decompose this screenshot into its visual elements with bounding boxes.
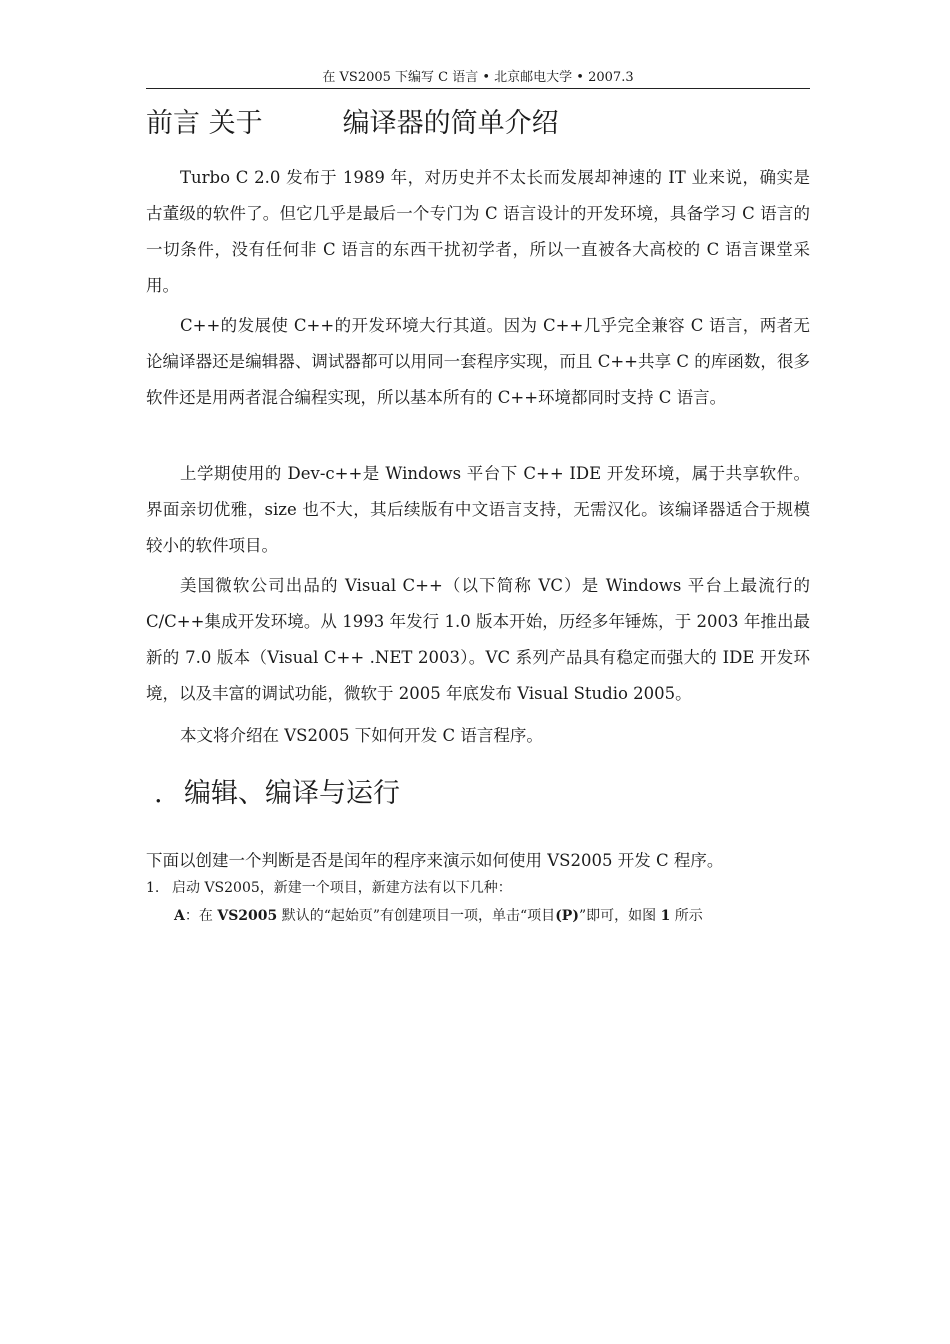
option-a-text-4: 所示	[670, 908, 703, 924]
header-rule	[146, 88, 810, 89]
preface-heading-right: 编译器的简单介绍	[342, 108, 559, 139]
preface-paragraph-5: 本文将介绍在 VS2005 下如何开发 C 语言程序。	[180, 726, 543, 745]
preface-paragraph-4: 美国微软公司出品的 Visual C++（以下简称 VC）是 Windows 平台上最流行的 C/C++集成开发环境。从 1993 年发行 1.0 版本开始，历经多年锤炼，于 2003 年推出最新的 7.0 版本（Visual C++ .NET 2003）。VC 系列产品具有稳定而强大的 IDE 开发环境，以及丰富的调试功能，微软于 2005 年底发布 Visual Studio 2005。	[146, 576, 810, 703]
section1-title: 编辑、编译与运行	[184, 778, 400, 809]
step-1-option-a	[174, 904, 814, 928]
option-a-bold-vs2005: VS2005	[217, 908, 278, 924]
preface-paragraph-1: Turbo C 2.0 发布于 1989 年，对历史并不太长而发展却神速的 IT 业来说，确实是古董级的软件了。但它几乎是最后一个专门为 C 语言设计的开发环境，具备学习 C 语言的一切条件，没有任何非 C 语言的东西干扰初学者，所以一直被各大高校的 C 语言课堂采用。	[146, 168, 810, 295]
preface-paragraph-3: 上学期使用的 Dev-c++是 Windows 平台下 C++ IDE 开发环境，属于共享软件。界面亲切优雅，size 也不大，其后续版有中文语言支持，无需汉化。该编译器适合于规模较小的软件项目。	[146, 464, 810, 555]
option-a-label: A	[174, 908, 185, 924]
section1-heading	[154, 776, 810, 812]
option-a-bold-figure: 1	[660, 908, 671, 924]
preface-paragraph-2: C++的发展使 C++的开发环境大行其道。因为 C++几乎完全兼容 C 语言，两者无论编译器还是编辑器、调试器都可以用同一套程序实现，而且 C++共享 C 的库函数，很多软件还是用两者混合编程实现，所以基本所有的 C++环境都同时支持 C 语言。	[146, 316, 810, 407]
option-a-text-2: 默认的“起始页”有创建项目一项，单击“项目	[277, 908, 556, 924]
option-a-text-1: ：在	[184, 908, 218, 924]
running-header: 在 VS2005 下编写 C 语言 • 北京邮电大学 • 2007.3	[322, 70, 634, 85]
step-1-text: 启动 VS2005，新建一个项目，新建方法有以下几种：	[172, 880, 512, 896]
step-1-number: 1.	[146, 880, 160, 896]
section1-bullet: .	[154, 778, 163, 809]
step-1	[146, 876, 810, 900]
section1-intro: 下面以创建一个判断是否是闰年的程序来演示如何使用 VS2005 开发 C 程序。	[146, 851, 724, 870]
preface-heading	[146, 106, 810, 142]
preface-heading-left: 前言 关于	[146, 108, 263, 139]
option-a-bold-p: (P)	[555, 908, 579, 924]
option-a-text-3: ”即可，如图	[578, 908, 661, 924]
